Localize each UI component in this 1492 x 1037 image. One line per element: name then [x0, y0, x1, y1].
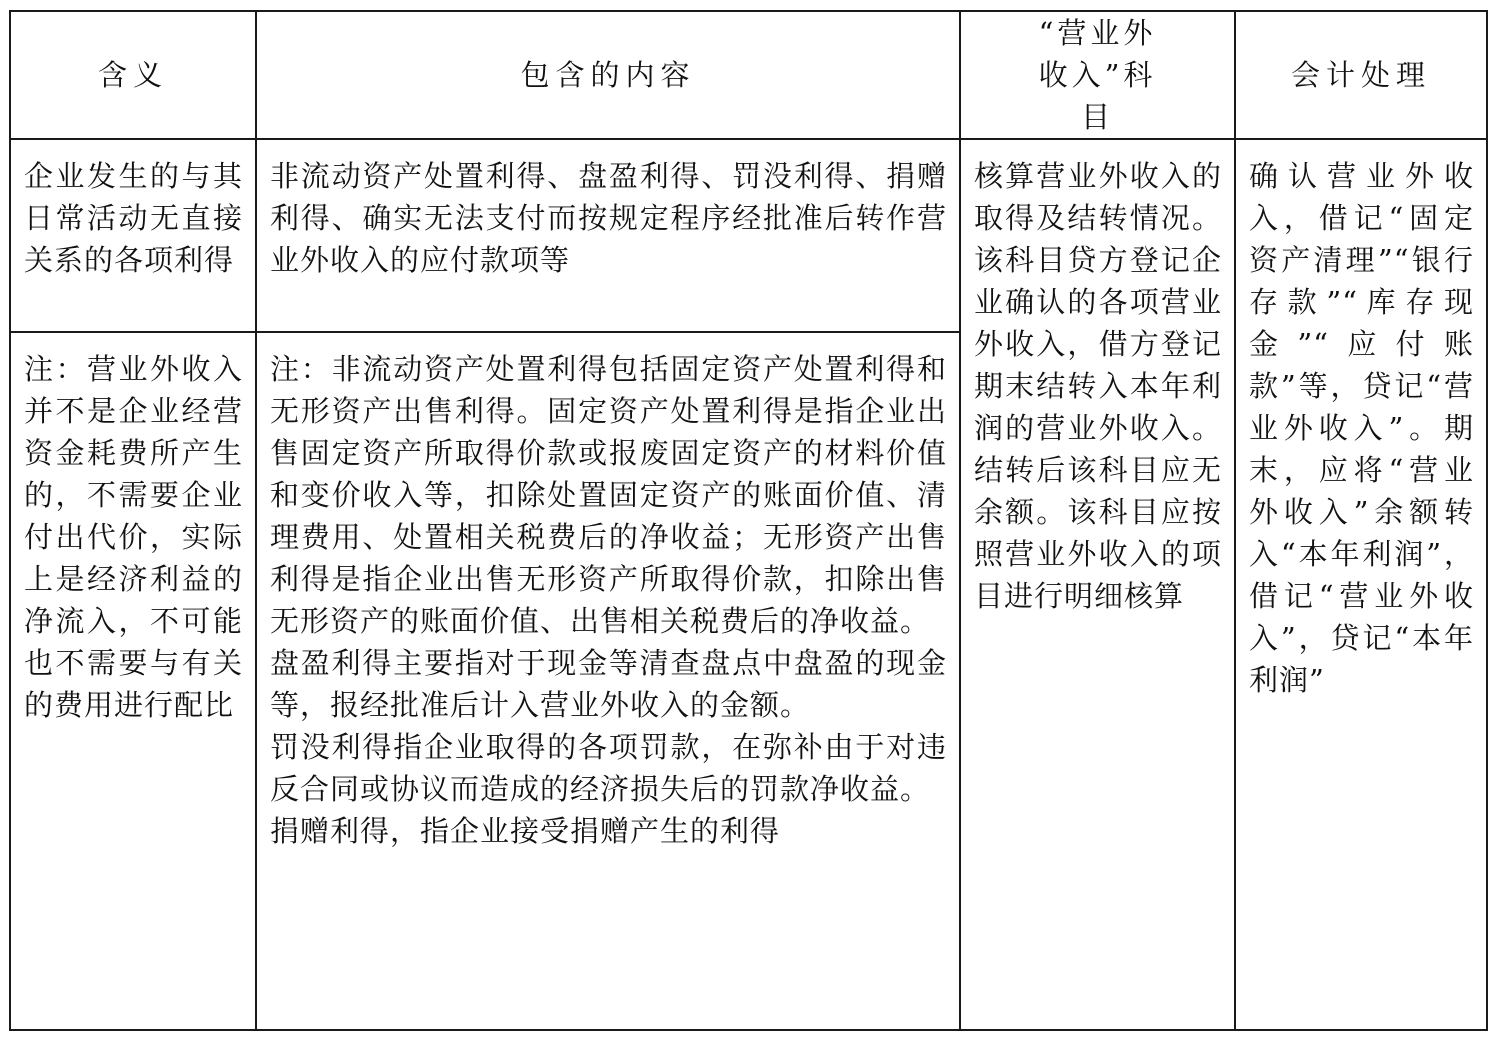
header-account-subject-label: “营业外收入”科目 — [1038, 16, 1157, 134]
account-subject-text: 核算营业外收入的取得及结转情况。该科目贷方登记企业确认的各项营业外收入，借方登记期末结转入本年利润的营业外收入。结转后该科目应无余额。该科目应按照营业外收入的项目进行明细核算 — [974, 159, 1222, 613]
cell-content-1 — [256, 139, 960, 332]
content-text-2 — [257, 333, 959, 852]
content-paragraph: 罚没利得指企业取得的各项罚款，在弥补由于对违反合同或协议而造成的经济损失后的罚款净收益。 — [270, 730, 947, 806]
meaning-text-2: 注：营业外收入并不是企业经营资金耗费所产生的，不需要企业付出代价，实际上是经济利益的净流入，不可能也不需要与有关的费用进行配比 — [24, 352, 243, 722]
header-account-subject — [960, 11, 1235, 139]
accounting-treatment-text: 确认营业外收入，借记“固定资产清理”“银行存款”“库存现金”“应付账款”等，贷记“营业外收入”。期末，应将“营业外收入”余额转入“本年利润”，借记“营业外收入”，贷记“本年利润” — [1249, 159, 1474, 697]
income-table — [9, 10, 1488, 1031]
table-row — [10, 139, 1487, 332]
header-row — [10, 11, 1487, 139]
content-paragraph: 盘盈利得主要指对于现金等清查盘点中盘盈的现金等，报经批准后计入营业外收入的金额。 — [270, 646, 947, 722]
content-text-1: 非流动资产处置利得、盘盈利得、罚没利得、捐赠利得、确实无法支付而按规定程序经批准后转作营业外收入的应付款项等 — [270, 159, 947, 277]
header-meaning: 含义 — [10, 11, 256, 139]
meaning-text-1: 企业发生的与其日常活动无直接关系的各项利得 — [24, 159, 243, 277]
cell-accounting-treatment — [1235, 139, 1487, 1030]
content-paragraph: 捐赠利得，指企业接受捐赠产生的利得 — [270, 814, 781, 848]
cell-account-subject — [960, 139, 1235, 1030]
header-accounting-treatment: 会计处理 — [1235, 11, 1487, 139]
cell-content-2 — [256, 332, 960, 1030]
content-paragraph: 注：非流动资产处置利得包括固定资产处置利得和无形资产出售利得。固定资产处置利得是指企业出售固定资产所取得价款或报废固定资产的材料价值和变价收入等，扣除处置固定资产的账面价值、清理费用、处置相关税费后的净收益；无形资产出售利得是指企业出售无形资产所取得价款，扣除出售无形资产的账面价值、出售相关税费后的净收益。 — [270, 352, 947, 638]
cell-meaning-2 — [10, 332, 256, 1030]
header-content: 包含的内容 — [256, 11, 960, 139]
cell-meaning-1 — [10, 139, 256, 332]
